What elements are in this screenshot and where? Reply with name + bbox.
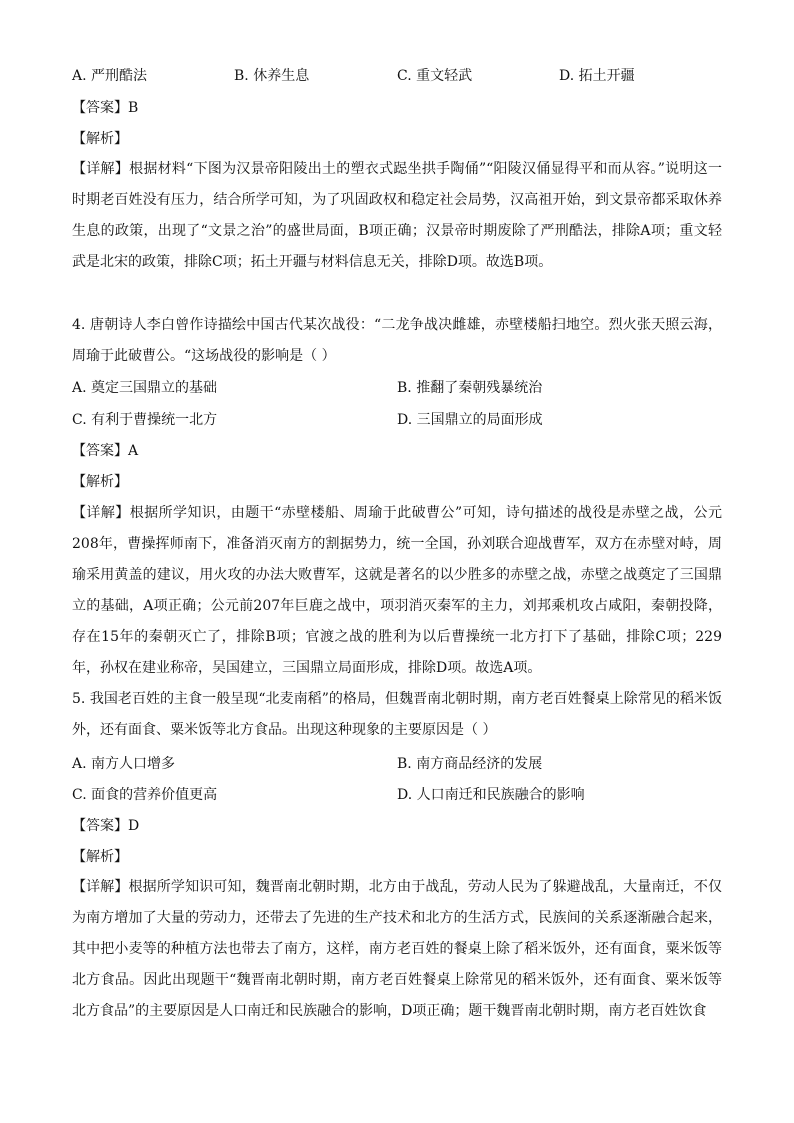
- q3-detail: 【详解】根据材料“下图为汉景帝阳陵出土的塑衣式跽坐拱手陶俑”“阳陵汉俑显得平和而从容。”说明这一时期老百姓没有压力，结合所学可知，为了巩固政权和稳定社会局势，汉高祖开始，到文景帝都采取休养生息的政策，出现了“文景之治”的盛世局面，B项正确；汉景帝时期废除了严刑酷法，排除A项；重文轻武是北宋的政策，排除C项；拓土开疆与材料信息无关，排除D项。故选B项。: [72, 161, 722, 270]
- q4-option-c: C. 有利于曹操统一北方: [72, 412, 218, 428]
- q4-option-d: D. 三国鼎立的局面形成: [397, 412, 543, 428]
- q5-analysis-heading: 【解析】: [72, 849, 128, 865]
- q5-option-a: A. 南方人口增多: [72, 756, 176, 772]
- q3-options: [72, 66, 722, 86]
- q3-option-b: B. 休养生息: [234, 68, 310, 84]
- q4-analysis-heading: 【解析】: [72, 474, 128, 490]
- q4-answer: 【答案】A: [72, 443, 139, 459]
- q5-option-b: B. 南方商品经济的发展: [397, 756, 543, 772]
- q4-option-b: B. 推翻了秦朝残暴统治: [397, 380, 543, 396]
- q4-option-a: A. 奠定三国鼎立的基础: [72, 380, 218, 396]
- q3-option-c: C. 重文轻武: [397, 68, 473, 84]
- q4-detail: 【详解】根据所学知识，由题干“赤壁楼船、周瑜于此破曹公”可知，诗句描述的战役是赤壁之战，公元208年，曹操挥师南下，准备消灭南方的割据势力，统一全国，孙刘联合迎战曹军，双方在赤壁对峙，周瑜采用黄盖的建议，用火攻的办法大败曹军，这就是著名的以少胜多的赤壁之战，赤壁之战奠定了三国鼎立的基础，A项正确；公元前207年巨鹿之战中，项羽消灭秦军的主力，刘邦乘机攻占咸阳，秦朝投降，存在15年的秦朝灭亡了，排除B项；官渡之战的胜利为以后曹操统一北方打下了基础，排除C项；229年，孙权在建业称帝，吴国建立，三国鼎立局面形成，排除D项。故选A项。: [72, 505, 722, 676]
- q5-option-d: D. 人口南迁和民族融合的影响: [397, 787, 585, 803]
- q3-option-a: A. 严刑酷法: [72, 68, 148, 84]
- q5-option-c: C. 面食的营养价值更高: [72, 787, 218, 803]
- q3-answer: 【答案】B: [72, 100, 139, 116]
- q3-analysis-heading: 【解析】: [72, 131, 128, 147]
- q5-answer: 【答案】D: [72, 818, 140, 834]
- q3-option-d: D. 拓土开疆: [559, 68, 635, 84]
- q5-detail: 【详解】根据所学知识可知，魏晋南北朝时期，北方由于战乱，劳动人民为了躲避战乱，大量南迁，不仅为南方增加了大量的劳动力，还带去了先进的生产技术和北方的生活方式，民族间的关系逐渐融合起来，其中把小麦等的种植方法也带去了南方，这样，南方老百姓的餐桌上除了稻米饭外，还有面食，粟米饭等北方食品。因此出现题干“魏晋南北朝时期，南方老百姓餐桌上除常见的稻米饭外，还有面食、粟米饭等北方食品”的主要原因是人口南迁和民族融合的影响，D项正确；题干魏晋南北朝时期，南方老百姓饮食: [72, 879, 722, 1019]
- q4-stem: 4. 唐朝诗人李白曾作诗描绘中国古代某次战役：“二龙争战决雌雄，赤壁楼船扫地空。烈火张天照云海，周瑜于此破曹公。“这场战役的影响是（ ）: [72, 317, 722, 364]
- q5-stem: 5. 我国老百姓的主食一般呈现“北麦南稻”的格局，但魏晋南北朝时期，南方老百姓餐桌上除常见的稻米饭外，还有面食、粟米饭等北方食品。出现这种现象的主要原因是（ ）: [72, 691, 722, 738]
